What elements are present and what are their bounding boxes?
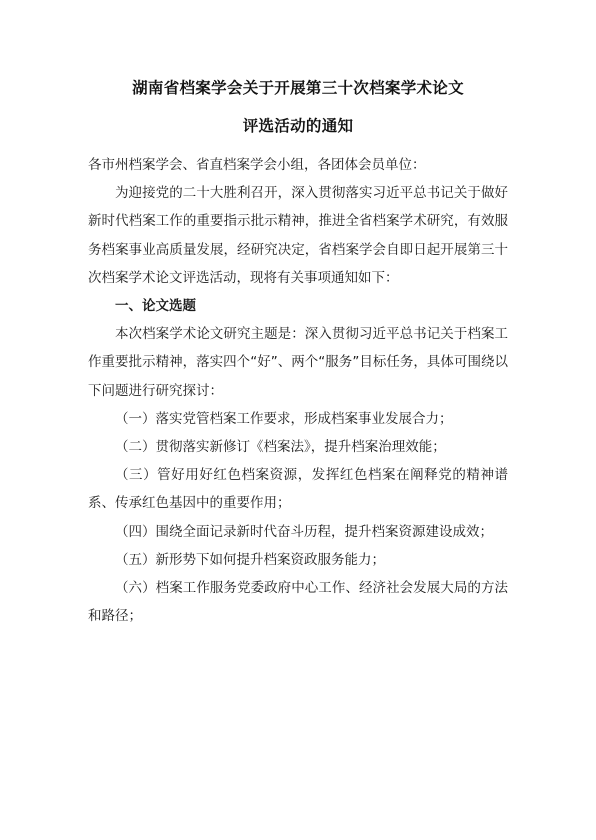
- document-title-line-2: 评选活动的通知: [242, 117, 354, 135]
- document-body: [88, 151, 508, 630]
- topic-item: （五）新形势下如何提升档案资政服务能力；: [115, 551, 385, 568]
- topic-item: （二）贯彻落实新修订《档案法》，提升档案治理效能；: [115, 439, 446, 456]
- section-intro-paragraph: 本次档案学术论文研究主题是：深入贯彻习近平总书记关于档案工作重要批示精神，落实四个“好”、两个“服务”目标任务，具体可围绕以下问题进行研究探讨：: [88, 326, 508, 399]
- document-title-line-1: 湖南省档案学会关于开展第三十次档案学术论文: [132, 79, 464, 97]
- intro-paragraph: 为迎接党的二十大胜利召开，深入贯彻落实习近平总书记关于做好新时代档案工作的重要指示批示精神，推进全省档案学术研究，有效服务档案事业高质量发展，经研究决定，省档案学会自即日起开展第三十次档案学术论文评选活动，现将有关事项通知如下：: [88, 185, 508, 286]
- topic-item: （六）档案工作服务党委政府中心工作、经济社会发展大局的方法和路径；: [88, 580, 508, 625]
- section-heading-topics: 一、论文选题: [115, 298, 196, 315]
- topic-item: （四）围绕全面记录新时代奋斗历程，提升档案资源建设成效；: [115, 523, 493, 540]
- salutation: 各市州档案学会、省直档案学会小组，各团体会员单位：: [88, 157, 426, 173]
- topic-item: （三）管好用好红色档案资源，发挥红色档案在阐释党的精神谱系、传承红色基因中的重要作用；: [88, 467, 508, 512]
- topic-item: （一）落实党管档案工作要求，形成档案事业发展合力；: [115, 410, 453, 427]
